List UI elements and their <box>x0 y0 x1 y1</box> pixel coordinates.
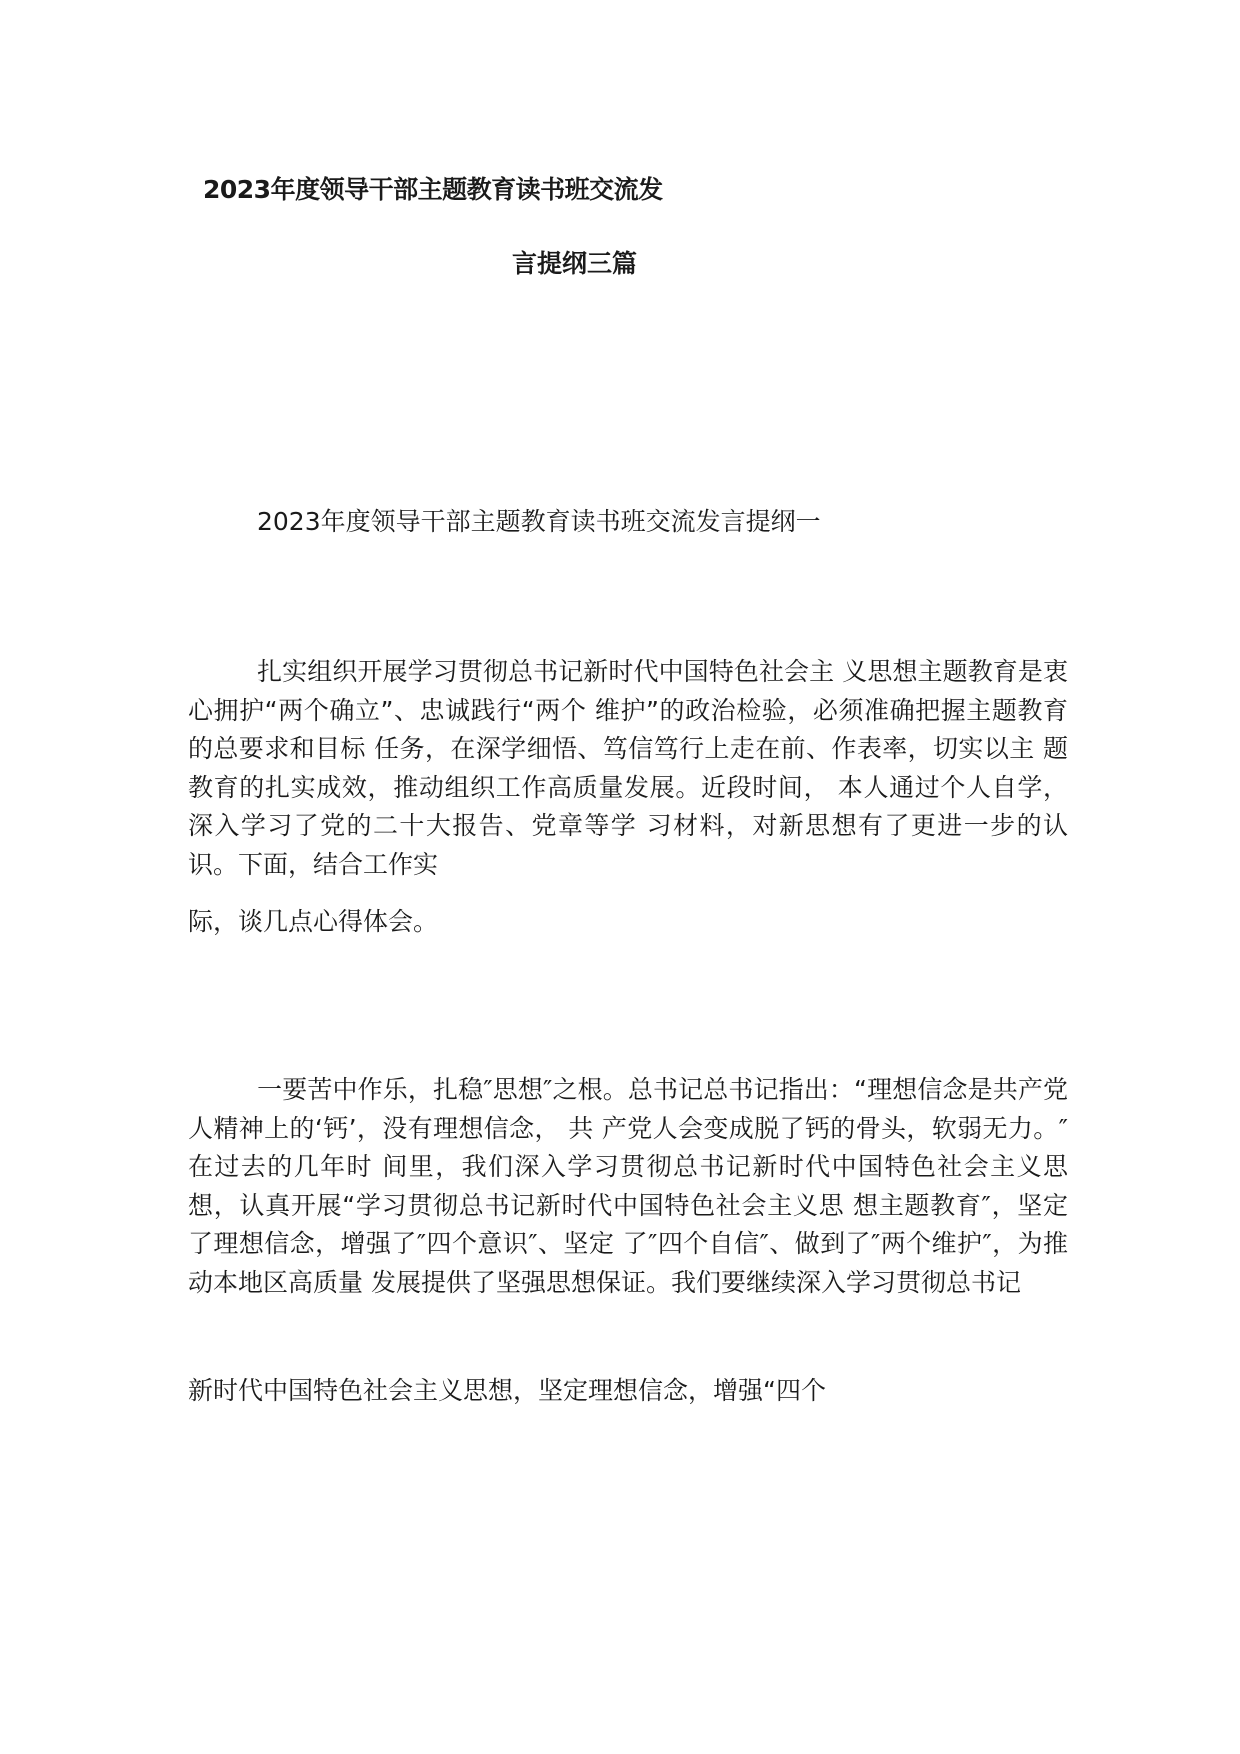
paragraph-1-text: 扎实组织开展学习贯彻总书记新时代中国特色社会主 义思想主题教育是衷心拥护“两个确立”、忠诚践行“两个 维护”的政治检验，必须准确把握主题教育的总要求和目标 任务，在深学细悟、笃信笃行上走在前、作表率，切实以主 题教育的扎实成效，推动组织工作高质量发展。近段时间， 本人通过个人自学，深入学习了党的二十大报告、党章等学 习材料，对新思想有了更进一步的认识。下面，结合工作实 <box>188 657 1068 879</box>
paragraph-2 <box>188 1071 1068 1302</box>
paragraph-1 <box>188 653 1068 884</box>
paragraph-1-continuation: 际，谈几点心得体会。 <box>188 907 439 936</box>
section-subtitle: 2023年度领导干部主题教育读书班交流发言提纲一 <box>257 507 821 536</box>
document-title-line-2: 言提纲三篇 <box>512 249 638 278</box>
paragraph-2-continuation: 新时代中国特色社会主义思想，坚定理想信念，增强“四个 <box>188 1376 826 1405</box>
paragraph-2-text: 一要苦中作乐，扎稳″思想″之根。总书记总书记指出：“理想信念是共产党人精神上的‘钙’，没有理想信念， 共 产党人会变成脱了钙的骨头，软弱无力。″在过去的几年时 间里，我们深入学习贯彻总书记新时代中国特色社会主义思 想，认真开展“学习贯彻总书记新时代中国特色社会主义思 想主题教育″，坚定了理想信念，增强了″四个意识″、坚定 了″四个自信″、做到了″两个维护″，为推动本地区高质量 发展提供了坚强思想保证。我们要继续深入学习贯彻总书记 <box>188 1075 1068 1297</box>
document-title-line-1: 2023年度领导干部主题教育读书班交流发 <box>203 175 663 204</box>
